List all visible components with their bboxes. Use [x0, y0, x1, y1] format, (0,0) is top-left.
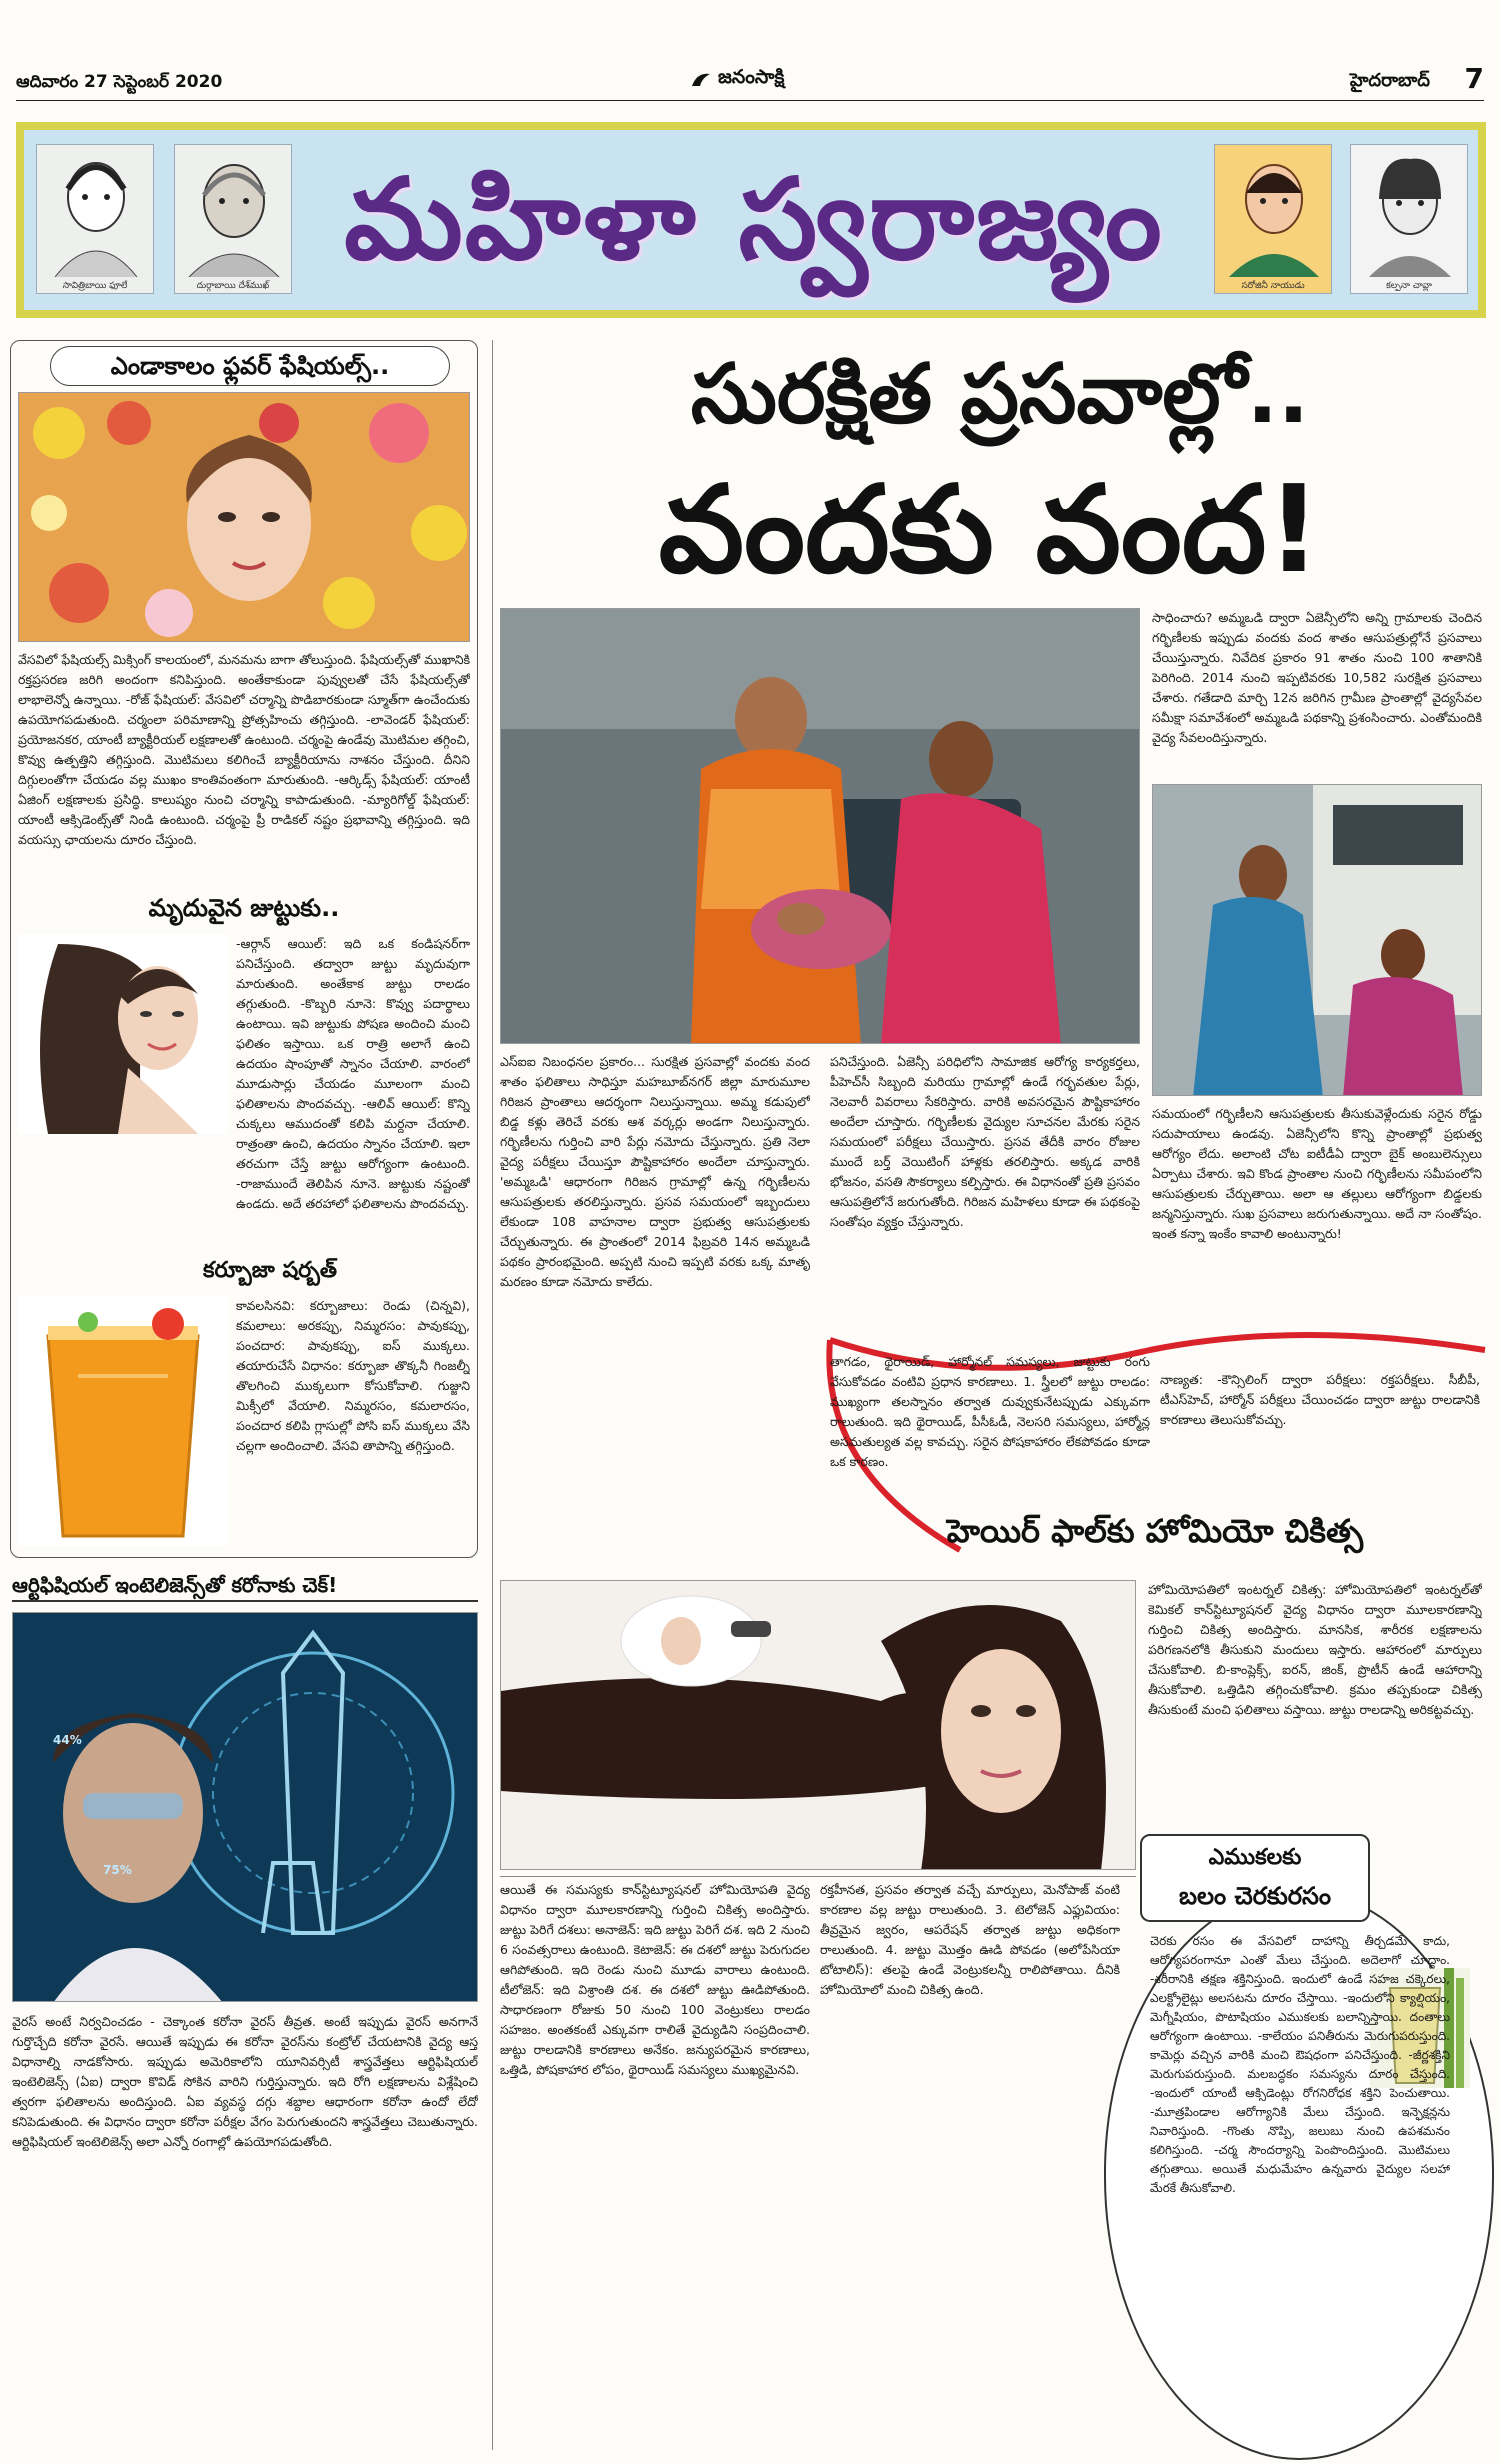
ai-corona-photo	[12, 1612, 478, 2002]
muskmelon-body: కావలసినవి: కర్బూజాలు: రెండు (చిన్నవి), కమలాలు: అరకప్పు, నిమ్మరసం: పావుకప్పు, పంచదార: పావుకప్పు, ఐస్ ముక్కలు. తయారుచేసే విధానం: కర్బూజా తొక్కనీ గింజల్నీ తొలగించి ముక్కలుగా కోసుకోవాలి. గుజ్జుని మిక్సీలో వేయాలి. నిమ్మరసం, కమలారసం, పంచదార కలిపి గ్లాసుల్లో పోసి ఐస్ ముక్కలు వేసి చల్లగా అందించాలి. వేసవి తాపాన్ని తగ్గిస్తుంది.	[236, 1298, 470, 1453]
ai-corona-heading: ఆర్టిఫిషియల్ ఇంటెలిజెన్స్‌తో కరోనాకు చెక్!	[12, 1570, 478, 1602]
hair-fall-col-a: ఆయితే ఈ సమస్యకు కాన్‌స్టిట్యూషనల్ హోమియోపతి వైద్య విధానం ద్వారా మూలకారణాన్ని గుర్తించి చికిత్స అందిస్తారు. జుట్టు పెరిగే దశలు: అనాజెన్: ఇది జుట్టు పెరిగే దశ. ఇది 2 నుంచి 6 సంవత్సరాలు ఉంటుంది. కెటాజెన్: ఈ దశలో జుట్టు పెరుగుదల ఆగిపోతుంది. ఇది రెండు నుంచి మూడు వారాలు ఉంటుంది. టీలోజెన్: ఇది విశ్రాంతి దశ. ఈ దశలో జుట్టు ఊడిపోతుంది. సాధారణంగా రోజుకు 50 నుంచి 100 వెంట్రుకలు రాలడం సహజం. అంతకంటే ఎక్కువగా రాలితే వైద్యుడిని సంప్రదించాలి. జుట్టు రాలడానికి కారణాలు అనేకం. జన్యుపరమైన కారణాలు, ఒత్తిడి, పోషకాహార లోపం, థైరాయిడ్ సమస్యలు ముఖ్యమైనవి.	[500, 1882, 810, 2077]
bones-heading-line2: బలం చెరకురసం	[1178, 1882, 1332, 1910]
portrait-4	[1350, 144, 1468, 294]
flower-facial-body: వేసవిలో ఫేషియల్స్ మిక్సింగ్ కాలయంలో, మనమను బాగా తోలుస్తుంది. ఫేషియల్స్‌తో ముఖానికి రక్తప్రసరణ జరిగి అందంగా కనిపిస్తుంది. అంతేకాకుండా పువ్వులతో చేసే ఫేషియల్స్‌తో లాభాలెన్నో ఉన్నాయి. -రోజ్ ఫేషియల్: వేసవిలో చర్మాన్ని పొడిబారకుండా స్మూత్‌గా ఉంచేందుకు ఉపయోగపడుతుంది. చర్మంలా పరిమాణాన్ని ప్రోత్సహించు తగ్గిస్తుంది. -లావెండర్ ఫేషియల్: ప్రయోజనకర, యాంటీ బ్యాక్టీరియల్ లక్షణాలతో ఉంటుంది. చర్మంపై ఉండేవు మొటిమల తగ్గించి, కొవ్వు ఉత్పత్తిని తగ్గిస్తుంది. మొటిమలు కలిగించే బ్యాక్టీరియాను నాశనం చేస్తుంది. దీనిని దిగ్గులంతోగా చేయడం వల్ల ముఖం కాంతివంతంగా మారుతుంది. -ఆర్కిడ్స్ ఫేషియల్: యాంటీ ఏజింగ్ లక్షణాలకు ప్రసిద్ధి. కాలుష్యం నుంచి చర్మాన్ని కాపాడుతుంది. -మ్యారిగోల్డ్ ఫేషియల్: యాంటీ ఆక్సిడెంట్స్‌తో నిండి ఉంటుంది. చర్మంపై ప్రీ రాడికల్ నష్టం ప్రభావాన్ని తగ్గిస్తుంది. ఇది వయస్సు ఛాయలను దూరం చేస్తుంది.	[18, 652, 470, 847]
bones-heading-line1: ఎముకలకు	[1208, 1845, 1302, 1870]
main-story-col3-bottom: సమయంలో గర్భిణీలని ఆసుపత్రులకు తీసుకువెళ్లేందుకు సరైన రోడ్డు సదుపాయాలు ఉండవు. ఏజెన్సీలోని కొన్ని ప్రాంతాల్లో ప్రభుత్వ ఆరోగ్యం లేదు. అలాంటి చోట ఐటీడీఏ ద్వారా బైక్ అంబులెన్సులు ఏర్పాటు చేశారు. ఇవి కొండ ప్రాంతాల నుంచి గర్భిణీలను సమీపంలోని ఆసుపత్రులకు చేర్చుతాయి. అలా ఆ తల్లులు ఆరోగ్యంగా బిడ్డలకు జన్మనిస్తున్నారు. సుఖ ప్రసవాలు జరుగుతున్నాయి. అదే నా సంతోషం. ఇంత కన్నా ఇంకేం కావాలి అంటున్నారు!	[1152, 1106, 1482, 1241]
portrait-1	[36, 144, 154, 294]
portrait-caption-1: సావిత్రిబాయి ఫూలే	[62, 281, 128, 291]
portrait-3	[1214, 144, 1332, 294]
ai-image-label-1: 44%	[53, 1733, 82, 1747]
page-header	[0, 0, 1500, 100]
hair-fall-heading: హెయిర్ ఫాల్‌కు హోమియో చికిత్స	[946, 1512, 1364, 1550]
muskmelon-heading: కర్బూజా షర్బత్	[202, 1258, 337, 1283]
portrait-caption-2: దుర్గాబాయి దేశ్‌ముఖ్	[196, 281, 270, 291]
bones-body: చెరకు రసం ఈ వేసవిలో దాహాన్ని తీర్చడమే కాదు, ఆరోగ్యపరంగానూ ఎంతో మేలు చేస్తుంది. అదెలాగో చూద్దాం. -శరీరానికి తక్షణ శక్తినిస్తుంది. ఇందులో ఉండే సహజ చక్కెరలు, ఎలక్ట్రోలైట్లు అలసటను దూరం చేస్తాయి. -ఇందులోని క్యాల్షియం, మెగ్నీషియం, పొటాషియం ఎముకలకు బలాన్నిస్తాయి. దంతాలు ఆరోగ్యంగా ఉంటాయి. -కాలేయం పనితీరును మెరుగుపరుస్తుంది. కామెర్లు వచ్చిన వారికి మంచి ఔషధంగా పనిచేస్తుంది. -జీర్ణశక్తిని మెరుగుపరుస్తుంది. మలబద్ధకం సమస్యను దూరం చేస్తుంది. -ఇందులో యాంటీ ఆక్సిడెంట్లు రోగనిరోధక శక్తిని పెంచుతాయి. -మూత్రపిండాల ఆరోగ్యానికి మేలు చేస్తుంది. ఇన్ఫెక్షన్లను నివారిస్తుంది. -గొంతు నొప్పి, జలుబు నుంచి ఉపశమనం కలిగిస్తుంది. -చర్మ సౌందర్యాన్ని పెంపొందిస్తుంది. మొటిమలు తగ్గుతాయి. అయితే మధుమేహం ఉన్నవారు వైద్యుల సలహా మేరకే తీసుకోవాలి.	[1150, 1934, 1450, 2195]
hair-care-photo	[18, 934, 228, 1134]
bones-heading-box	[1140, 1834, 1370, 1922]
hair-care-heading: మృదువైన జుట్టుకు..	[148, 894, 340, 922]
main-headline-top: సురక్షిత ప్రసవాల్లో..	[690, 347, 1310, 442]
flower-facial-heading: ఎండాకాలం ఫ్లవర్ ఫేషియల్స్..	[50, 346, 450, 386]
main-headline-bottom: వందకు వంద!	[658, 461, 1322, 600]
hair-fall-col-right: హోమియోపతిలో ఇంటర్నల్ చికిత్స: హోమియోపతిలో ఇంటర్నల్‌తో కెమికల్ కాన్‌స్టిట్యూషనల్ వైద్య విధానం ద్వారా మూలకారణాన్ని గుర్తించి చికిత్స అందిస్తారు. మానసిక, శారీరక లక్షణాలను పరిగణనలోకి తీసుకుని మందులు ఇస్తారు. ఆహారంలో మార్పులు చేసుకోవాలి. బి-కాంప్లెక్స్, ఐరన్, జింక్, ప్రొటీన్ ఉండే ఆహారాన్ని తీసుకోవాలి. ఒత్తిడిని తగ్గించుకోవాలి. క్రమం తప్పకుండా చికిత్స తీసుకుంటే మంచి ఫలితాలు వస్తాయి. జుట్టు రాలడాన్ని అరికట్టవచ్చు.	[1148, 1582, 1482, 1717]
main-story-col1: ఎస్‌ఐఐ నిబంధనల ప్రకారం... సురక్షిత ప్రసవాల్లో వందకు వంద శాతం ఫలితాలు సాధిస్తూ మహబూబ్‌నగర్ జిల్లా మారుమూల గిరిజన ప్రాంతాలు ఆదర్శంగా నిలుస్తున్నాయి. అమ్మ కడుపులో బిడ్డ కళ్లు తెరిచే వరకు ఆశ వర్కర్లు అండగా నిలుస్తున్నారు. గర్భిణీలను గుర్తించి వారి పేర్లు నమోదు చేస్తున్నారు. ప్రతి నెలా వైద్య పరీక్షలు చేయిస్తూ పౌష్టికాహారం అందేలా చూస్తున్నారు. 'అమ్మఒడి' ఆధారంగా గిరిజన గ్రామాల్లో ఉన్న గర్భిణీలను ఆసుపత్రులకు తరలిస్తున్నారు. ప్రసవ సమయంలో ఇబ్బందులు లేకుండా 108 వాహనాల ద్వారా ప్రభుత్వ ఆసుపత్రులకు చేర్చుతున్నారు. ఈ ప్రాంతంలో 2014 ఫిబ్రవరి 14న అమ్మఒడి పథకం ప్రారంభమైంది. అప్పటి నుంచి ఇప్పటి వరకు ఒక్క మాతృ మరణం కూడా నమోదు కాలేదు.	[500, 1054, 810, 1289]
flower-facial-photo	[18, 392, 470, 642]
main-story-col3-top: సాధించారు? అమ్మఒడి ద్వారా ఏజెన్సీలోని అన్ని గ్రామాలకు చెందిన గర్భిణీలకు ఇప్పుడు వందకు వంద శాతం ఆసుపత్రుల్లోనే ప్రసవాలు చేయిస్తున్నారు. నివేదిక ప్రకారం 91 శాతం నుంచి 100 శాతానికి పెరిగింది. 2014 నుంచి ఇప్పటివరకు 10,582 సురక్షిత ప్రసవాలు చేశారు. గతేడాది మార్చి 12న జరిగిన గ్రామీణ ప్రాంతాల్లో వైద్యసేవల సమీక్షా సమావేశంలో అమ్మఒడి పథకాన్ని ప్రశంసించారు. ఎంతోమందికి వైద్య సేవలందిస్తున్నారు.	[1152, 610, 1482, 745]
ai-image-label-2: 75%	[103, 1863, 132, 1877]
ai-corona-body: వైరస్ అంటే నిర్వచించడం - చెక్కాంత కరోనా వైరస్ తీవ్రత. అంటే ఇప్పుడు వైరస్ అనగానే గుర్తొచ్చేది కరోనా వైరసే. ఆయితే ఇప్పుడు ఈ కరోనా వైరస్‌ను కంట్రోల్ చేయటానికి వైద్య ఆస్త విధానాల్ని నాడకోసారు. ఇప్పుడు అమెరికాలోని యూనివర్సిటీ శాస్త్రవేత్తలు ఆర్టిఫిషియల్ ఇంటెలిజెన్స్ (ఏఐ) ద్వారా కొవిడ్ సోకిన వారిని గుర్తిస్తున్నారు. ఇది రోగి లక్షణాలను విశ్లేషించి త్వరగా ఫలితాలను అందిస్తుంది. ఏఐ వ్యవస్థ దగ్గు శబ్దాల ఆధారంగా కరోనా ఉందో లేదో కనిపెడుతుంది. ఈ విధానం ద్వారా కరోనా పరీక్షల వేగం పెరుగుతుందని శాస్త్రవేత్తలు చెబుతున్నారు. ఆర్టిఫిషియల్ ఇంటెలిజెన్స్ అలా ఎన్నో రంగాల్లో ఉపయోగపడుతోంది.	[12, 2014, 478, 2149]
issue-date: ఆదివారం 27 సెప్టెంబర్ 2020	[16, 72, 223, 92]
portrait-caption-3: సరోజినీ నాయుడు	[1241, 281, 1305, 291]
hair-fall-intro-left: తాగడం, థైరాయిడ్, హార్మోనల్ సమస్యలు, జుట్టుకు రంగు వేసుకోవడం వంటివి ప్రధాన కారణాలు. 1. స్త్రీలలో జుట్టు రాలడం: ముఖ్యంగా తలస్నానం తర్వాత దువ్వుకునేటప్పుడు ఎక్కువగా రాలుతుంది. ఇది థైరాయిడ్, పీసీఓడీ, నెలసరి సమస్యలు, హార్మోన్ల అసమతుల్యత వల్ల కావచ్చు. సరైన పోషకాహారం లేకపోవడం కూడా ఒక కారణం.	[830, 1354, 1150, 1469]
header-city: హైదరాబాద్	[1349, 70, 1430, 91]
main-photo-mother	[500, 608, 1140, 1044]
masthead-logo-icon	[690, 70, 712, 90]
portrait-caption-4: కల్పనా చావ్లా	[1386, 281, 1432, 291]
hair-fall-intro-right: నాణ్యత: -కౌన్సిలింగ్ ద్వారా పరీక్షలు: రక్తపరీక్షలు. సీబీపీ, టీఎస్‌హెచ్, హార్మోన్ పరీక్షలు చేయించడం ద్వారా జుట్టు రాలడానికి కారణాలు తెలుసుకోవచ్చు.	[1160, 1372, 1480, 1427]
main-story-col2: పనిచేస్తుంది. ఏజెన్సీ పరిధిలోని సామాజిక ఆరోగ్య కార్యకర్తలు, పీహెచ్‌సీ సిబ్బంది మరియు గ్రామాల్లో ఉండే గర్భవతుల పేర్లు, నెలవారీ వివరాలు సేకరిస్తారు. వారికి అవసరమైన పౌష్టికాహారం అందేలా చూస్తారు. గర్భిణీలకు వైద్యుల సూచనల మేరకు సరైన సమయంలో పరీక్షలు చేయిస్తారు. ప్రసవ తేదీకి వారం రోజుల ముందే బర్త్ వెయిటింగ్ హాళ్లకు తరలిస్తారు. అక్కడ వారికి భోజనం, వసతి సౌకర్యాలు కల్పిస్తారు. ఈ విధానంతో ప్రతి ప్రసవం ఆసుపత్రిలోనే జరుగుతోంది. గిరిజన మహిళలు కూడా ఈ పథకంపై సంతోషం వ్యక్తం చేస్తున్నారు.	[830, 1054, 1140, 1229]
page-number: 7	[1464, 62, 1484, 95]
hair-fall-photo	[500, 1580, 1136, 1870]
main-photo-ambulance	[1152, 784, 1482, 1096]
hair-care-body: -ఆర్గాన్ ఆయిల్: ఇది ఒక కండిషనర్‌గా పనిచేస్తుంది. తద్వారా జుట్టు మృదువుగా మారుతుంది. అంతేకాక జుట్టు రాలడం తగ్గుతుంది. -కొబ్బరి నూనె: కొవ్వు పదార్థాలు ఉంటాయి. ఇవి జుట్టుకు పోషణ అందించి మంచి ఫలితం ఇస్తాయి. ఒక రాత్రి అలాగే ఉంచి ఉదయం షాంపూతో స్నానం చేయాలి. వారంలో మూడుసార్లు చేయడం మూలంగా మంచి ఫలితాలను పొందవచ్చు. -ఆలివ్ ఆయిల్: కొన్ని చుక్కలు ఆముదంతో కలిపి మర్దనా చేయాలి. రాత్రంతా ఉంచి, ఉదయం స్నానం చేయాలి. ఇలా తరచుగా చేస్తే జుట్టు ఆరోగ్యంగా ఉంటుంది. -రాజాముందే తెలిపిన నూనె. జుట్టుకు నష్టంతో ఉండదు. అదే తరహాలో ఫలితాలను పొందవచ్చు.	[236, 936, 470, 1211]
masthead: జనంసాక్షి	[690, 66, 784, 93]
banner-title: మహిళా స్వరాజ్యం	[344, 155, 1164, 285]
portrait-2	[174, 144, 292, 294]
hair-fall-col-b: రక్తహీనత, ప్రసవం తర్వాత వచ్చే మార్పులు, మెనోపాజ్ వంటి కారణాల వల్ల జుట్టు రాలుతుంది. 3. టెలోజెన్ ఎఫ్లువియం: తీవ్రమైన జ్వరం, ఆపరేషన్ తర్వాత జుట్టు అధికంగా రాలుతుంది. 4. జుట్టు మొత్తం ఊడి పోవడం (అలోపేసియా టోటాలిస్): తలపై ఉండే వెంట్రుకలన్నీ రాలిపోతాయి. దీనికి హోమియోలో మంచి చికిత్స ఉంది.	[820, 1882, 1120, 1997]
banner	[16, 122, 1486, 318]
muskmelon-photo	[18, 1296, 228, 1546]
